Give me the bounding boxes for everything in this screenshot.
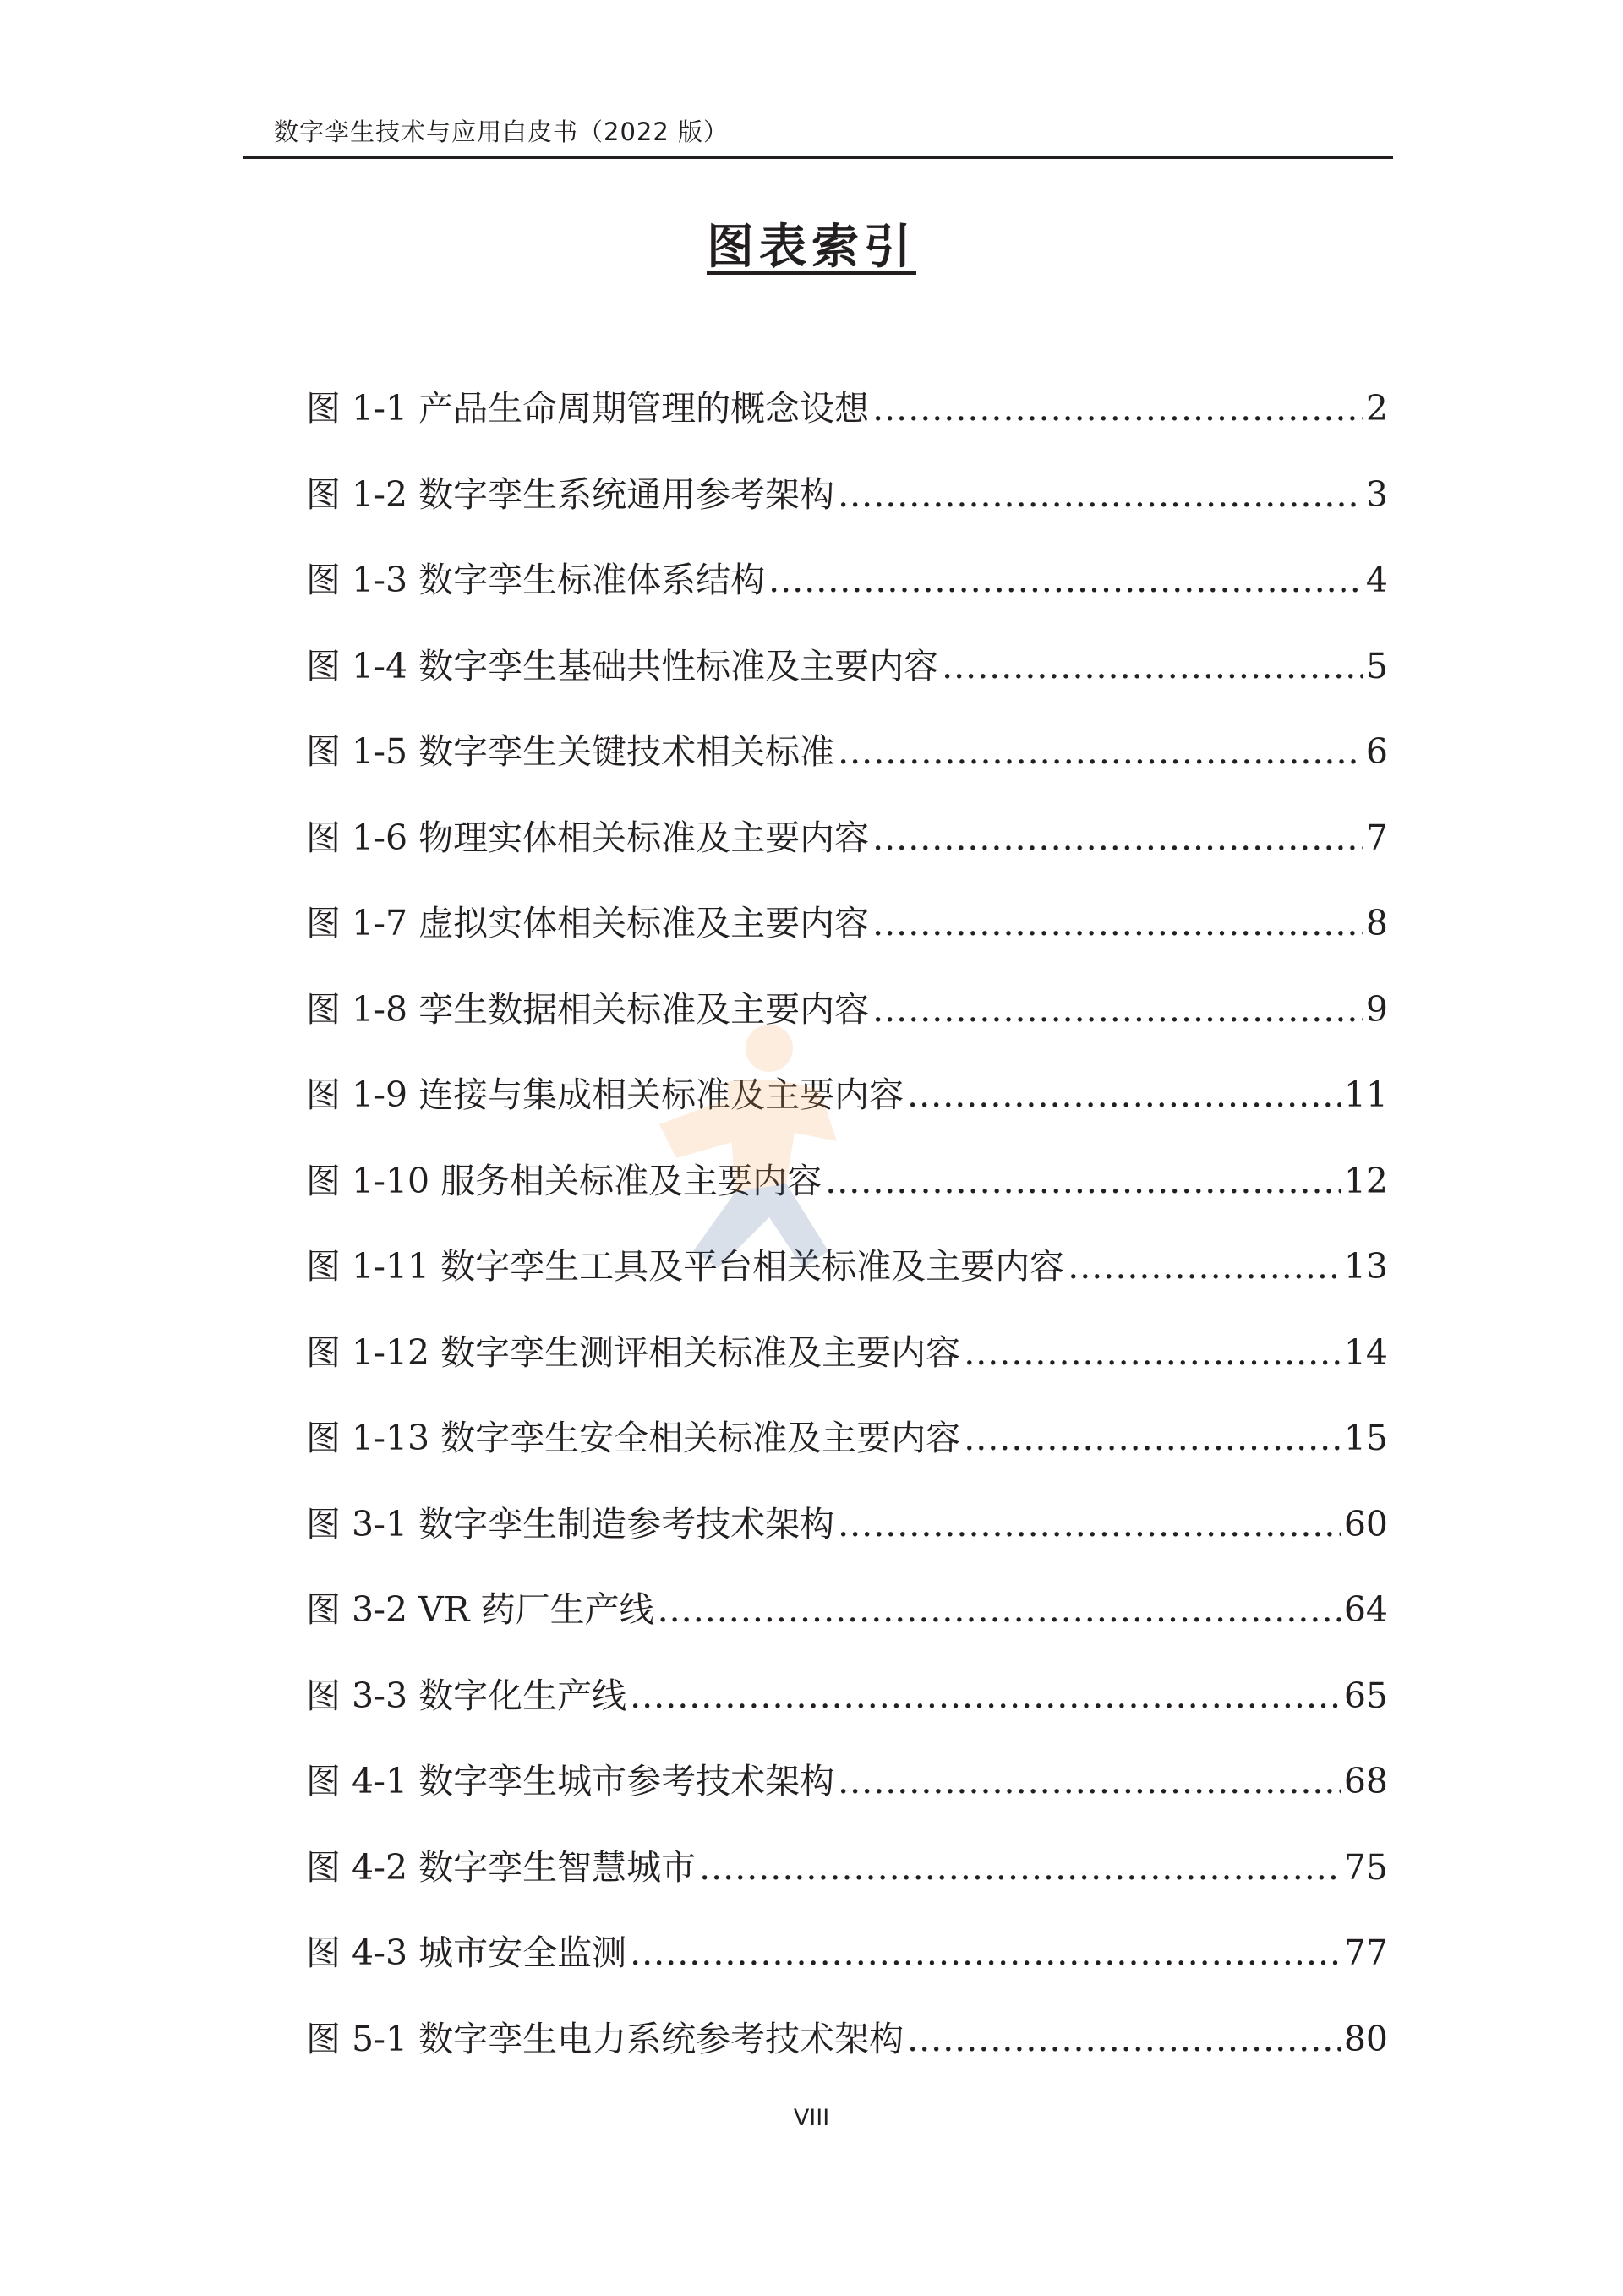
dot-leader <box>838 1761 1341 1801</box>
toc-entry-page: 80 <box>1343 2018 1388 2059</box>
toc-entry[interactable] <box>306 724 1388 810</box>
toc-entry-page: 12 <box>1343 1160 1388 1201</box>
dot-leader <box>630 1676 1341 1716</box>
dot-leader <box>872 817 1363 858</box>
dot-leader <box>699 1847 1341 1888</box>
dot-leader <box>872 388 1363 429</box>
toc-entry-page: 8 <box>1365 903 1388 943</box>
toc-entry-page: 11 <box>1343 1074 1388 1115</box>
toc-entry-label: 图 1-2 数字孪生系统通用参考架构 <box>306 473 835 515</box>
toc-entry-label: 图 4-3 城市安全监测 <box>306 1932 627 1973</box>
dot-leader <box>872 903 1363 943</box>
toc-entry-page: 14 <box>1343 1331 1388 1373</box>
toc-entry-label: 图 1-13 数字孪生安全相关标准及主要内容 <box>306 1418 961 1458</box>
toc-entry-page: 75 <box>1343 1846 1388 1888</box>
toc-entry-label: 图 5-1 数字孪生电力系统参考技术架构 <box>306 2018 904 2059</box>
dot-leader <box>907 2019 1341 2059</box>
toc-entry[interactable] <box>306 467 1388 553</box>
toc-entry-label: 图 3-1 数字孪生制造参考技术架构 <box>306 1503 835 1544</box>
toc-entry[interactable] <box>306 895 1388 981</box>
toc-entry-page: 65 <box>1343 1675 1388 1716</box>
toc-entry-label: 图 1-5 数字孪生关键技术相关标准 <box>306 731 835 772</box>
toc-entry-label: 图 1-6 物理实体相关标准及主要内容 <box>306 817 870 858</box>
toc-entry-label: 图 1-7 虚拟实体相关标准及主要内容 <box>306 903 870 943</box>
toc-entry-page: 15 <box>1343 1418 1388 1458</box>
toc-entry-page: 3 <box>1365 473 1388 515</box>
toc-entry[interactable] <box>306 2011 1388 2097</box>
toc-entry-page: 7 <box>1365 817 1388 858</box>
dot-leader <box>964 1418 1341 1458</box>
toc-entry-label: 图 1-4 数字孪生基础共性标准及主要内容 <box>306 645 939 686</box>
toc-entry[interactable] <box>306 1925 1388 2011</box>
toc-entry-page: 64 <box>1343 1589 1388 1630</box>
toc-entry-page: 5 <box>1365 645 1388 686</box>
header-title: 数字孪生技术与应用白皮书（2022 版） <box>274 118 730 146</box>
dot-leader <box>838 731 1363 772</box>
toc-entry-label: 图 1-3 数字孪生标准体系结构 <box>306 560 766 600</box>
running-header <box>243 108 1393 159</box>
toc-entry-label: 图 1-1 产品生命周期管理的概念设想 <box>306 388 870 429</box>
toc-entry[interactable] <box>306 638 1388 724</box>
dot-leader <box>825 1161 1341 1201</box>
toc-entry[interactable] <box>306 1753 1388 1840</box>
dot-leader <box>872 989 1363 1030</box>
toc-entry-page: 13 <box>1343 1246 1388 1287</box>
toc-entry[interactable] <box>306 810 1388 896</box>
toc-entry-label: 图 3-3 数字化生产线 <box>306 1675 627 1716</box>
dot-leader <box>630 1932 1341 1973</box>
toc-entry-label: 图 4-1 数字孪生城市参考技术架构 <box>306 1761 835 1801</box>
toc-entry-page: 6 <box>1365 731 1388 772</box>
dot-leader <box>964 1332 1341 1373</box>
toc-entry[interactable] <box>306 1410 1388 1496</box>
toc-entry-label: 图 4-2 数字孪生智慧城市 <box>306 1846 697 1888</box>
toc-entry-page: 77 <box>1343 1932 1388 1973</box>
toc-entry-label: 图 1-9 连接与集成相关标准及主要内容 <box>306 1074 904 1115</box>
toc-entry[interactable] <box>306 380 1388 467</box>
toc-entry-page: 68 <box>1343 1761 1388 1801</box>
running-figure-watermark-icon <box>626 1014 879 1285</box>
toc-entry[interactable] <box>306 1840 1388 1926</box>
toc-entry-label: 图 1-10 服务相关标准及主要内容 <box>306 1160 822 1201</box>
dot-leader <box>942 646 1363 686</box>
toc-entry[interactable] <box>306 1325 1388 1411</box>
toc-entry[interactable] <box>306 1668 1388 1754</box>
page-title-text: 图表索引 <box>707 220 916 275</box>
dot-leader <box>838 1504 1341 1544</box>
dot-leader <box>838 474 1363 515</box>
dot-leader <box>658 1589 1341 1630</box>
dot-leader <box>907 1074 1341 1115</box>
toc-entry[interactable] <box>306 1496 1388 1583</box>
toc-entry-page: 2 <box>1365 388 1388 429</box>
toc-entry-label: 图 3-2 VR 药厂生产线 <box>306 1589 654 1630</box>
toc-entry-label: 图 1-8 孪生数据相关标准及主要内容 <box>306 988 870 1030</box>
toc-entry-label: 图 1-11 数字孪生工具及平台相关标准及主要内容 <box>306 1246 1065 1287</box>
toc-entry-page: 9 <box>1365 988 1388 1030</box>
page-number: VIII <box>793 2105 830 2131</box>
dot-leader <box>768 560 1363 600</box>
toc-entry-page: 60 <box>1343 1503 1388 1544</box>
dot-leader <box>1068 1246 1341 1287</box>
toc-entry-label: 图 1-12 数字孪生测评相关标准及主要内容 <box>306 1331 961 1373</box>
toc-entry-page: 4 <box>1365 560 1388 600</box>
toc-entry[interactable] <box>306 1582 1388 1668</box>
page-title <box>0 210 1623 277</box>
toc-entry[interactable] <box>306 552 1388 638</box>
